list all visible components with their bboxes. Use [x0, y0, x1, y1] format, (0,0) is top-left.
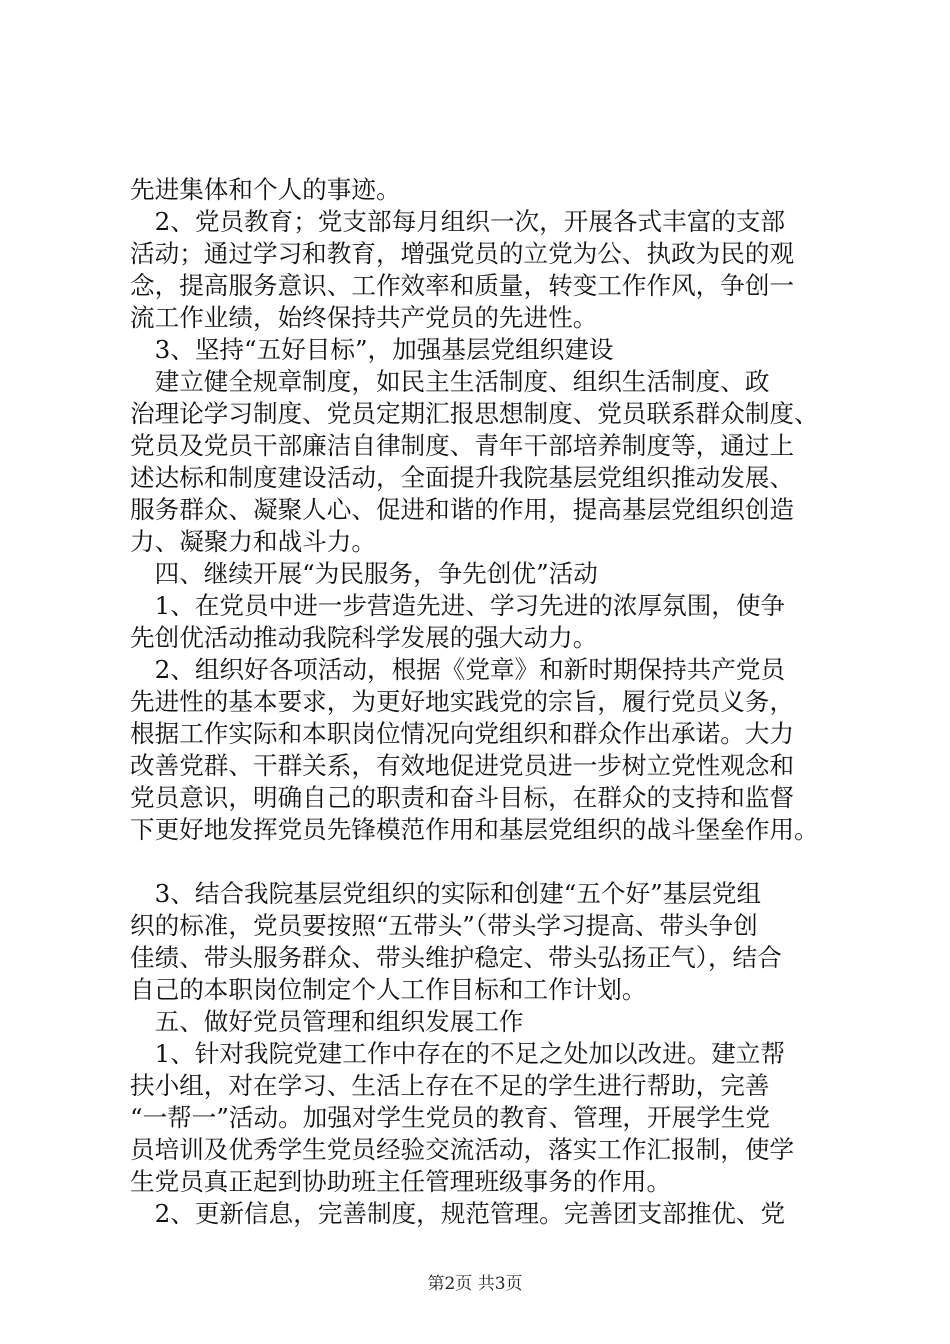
text-line: 2、组织好各项活动，根据《党章》和新时期保持共产党员 — [130, 655, 786, 684]
text-line: 根据工作实际和本职岗位情况向党组织和群众作出承诺。大力 — [130, 719, 795, 748]
text-line: 党员意识，明确自己的职责和奋斗目标，在群众的支持和监督 — [130, 783, 795, 812]
text-line: 四、继续开展“为民服务，争先创优”活动 — [130, 559, 598, 588]
text-line: 先进性的基本要求，为更好地实践党的宗旨，履行党员义务， — [130, 687, 795, 716]
text-line: 3、坚持“五好目标”，加强基层党组织建设 — [130, 335, 614, 364]
text-line: 服务群众、凝聚人心、促进和谐的作用，提高基层党组织创造 — [130, 495, 795, 524]
text-line: 生党员真正起到协助班主任管理班级事务的作用。 — [130, 1167, 672, 1196]
text-line: 改善党群、干群关系，有效地促进党员进一步树立党性观念和 — [130, 751, 795, 780]
text-line: 下更好地发挥党员先锋模范作用和基层党组织的战斗堡垒作用。 — [130, 815, 819, 844]
text-line: 织的标准，党员要按照“五带头”（带头学习提高、带头争创 — [130, 911, 758, 940]
text-line: 佳绩、带头服务群众、带头维护稳定、带头弘扬正气），结合 — [130, 943, 782, 972]
text-line: 扶小组，对在学习、生活上存在不足的学生进行帮助，完善 — [130, 1071, 770, 1100]
text-line: 自己的本职岗位制定个人工作目标和工作计划。 — [130, 975, 647, 1004]
text-line: 治理论学习制度、党员定期汇报思想制度、党员联系群众制度、 — [130, 399, 819, 428]
text-line: 1、针对我院党建工作中存在的不足之处加以改进。建立帮 — [130, 1039, 786, 1068]
text-line: 先创优活动推动我院科学发展的强大动力。 — [130, 623, 598, 652]
text-line: 活动；通过学习和教育，增强党员的立党为公、执政为民的观 — [130, 239, 795, 268]
page-footer: 第2页 共3页 — [427, 1274, 523, 1294]
text-line: 党员及党员干部廉洁自律制度、青年干部培养制度等，通过上 — [130, 431, 795, 460]
text-line: 念，提高服务意识、工作效率和质量，转变工作作风，争创一 — [130, 271, 795, 300]
text-line: 2、党员教育；党支部每月组织一次，开展各式丰富的支部 — [130, 207, 786, 236]
text-line: “一帮一”活动。加强对学生党员的教育、管理，开展学生党 — [130, 1103, 770, 1132]
text-line: 述达标和制度建设活动，全面提升我院基层党组织推动发展、 — [130, 463, 795, 492]
text-line: 力、凝聚力和战斗力。 — [130, 527, 376, 556]
text-line: 3、结合我院基层党组织的实际和创建“五个好”基层党组 — [130, 879, 762, 908]
text-line: 员培训及优秀学生党员经验交流活动，落实工作汇报制，使学 — [130, 1135, 795, 1164]
text-line: 建立健全规章制度，如民主生活制度、组织生活制度、政 — [130, 367, 770, 396]
text-line: 五、做好党员管理和组织发展工作 — [130, 1007, 524, 1036]
text-line: 流工作业绩，始终保持共产党员的先进性。 — [130, 303, 598, 332]
text-line: 1、在党员中进一步营造先进、学习先进的浓厚氛围，使争 — [130, 591, 786, 620]
text-line: 先进集体和个人的事迹。 — [130, 175, 401, 204]
text-line: 2、更新信息，完善制度，规范管理。完善团支部推优、党 — [130, 1199, 786, 1228]
